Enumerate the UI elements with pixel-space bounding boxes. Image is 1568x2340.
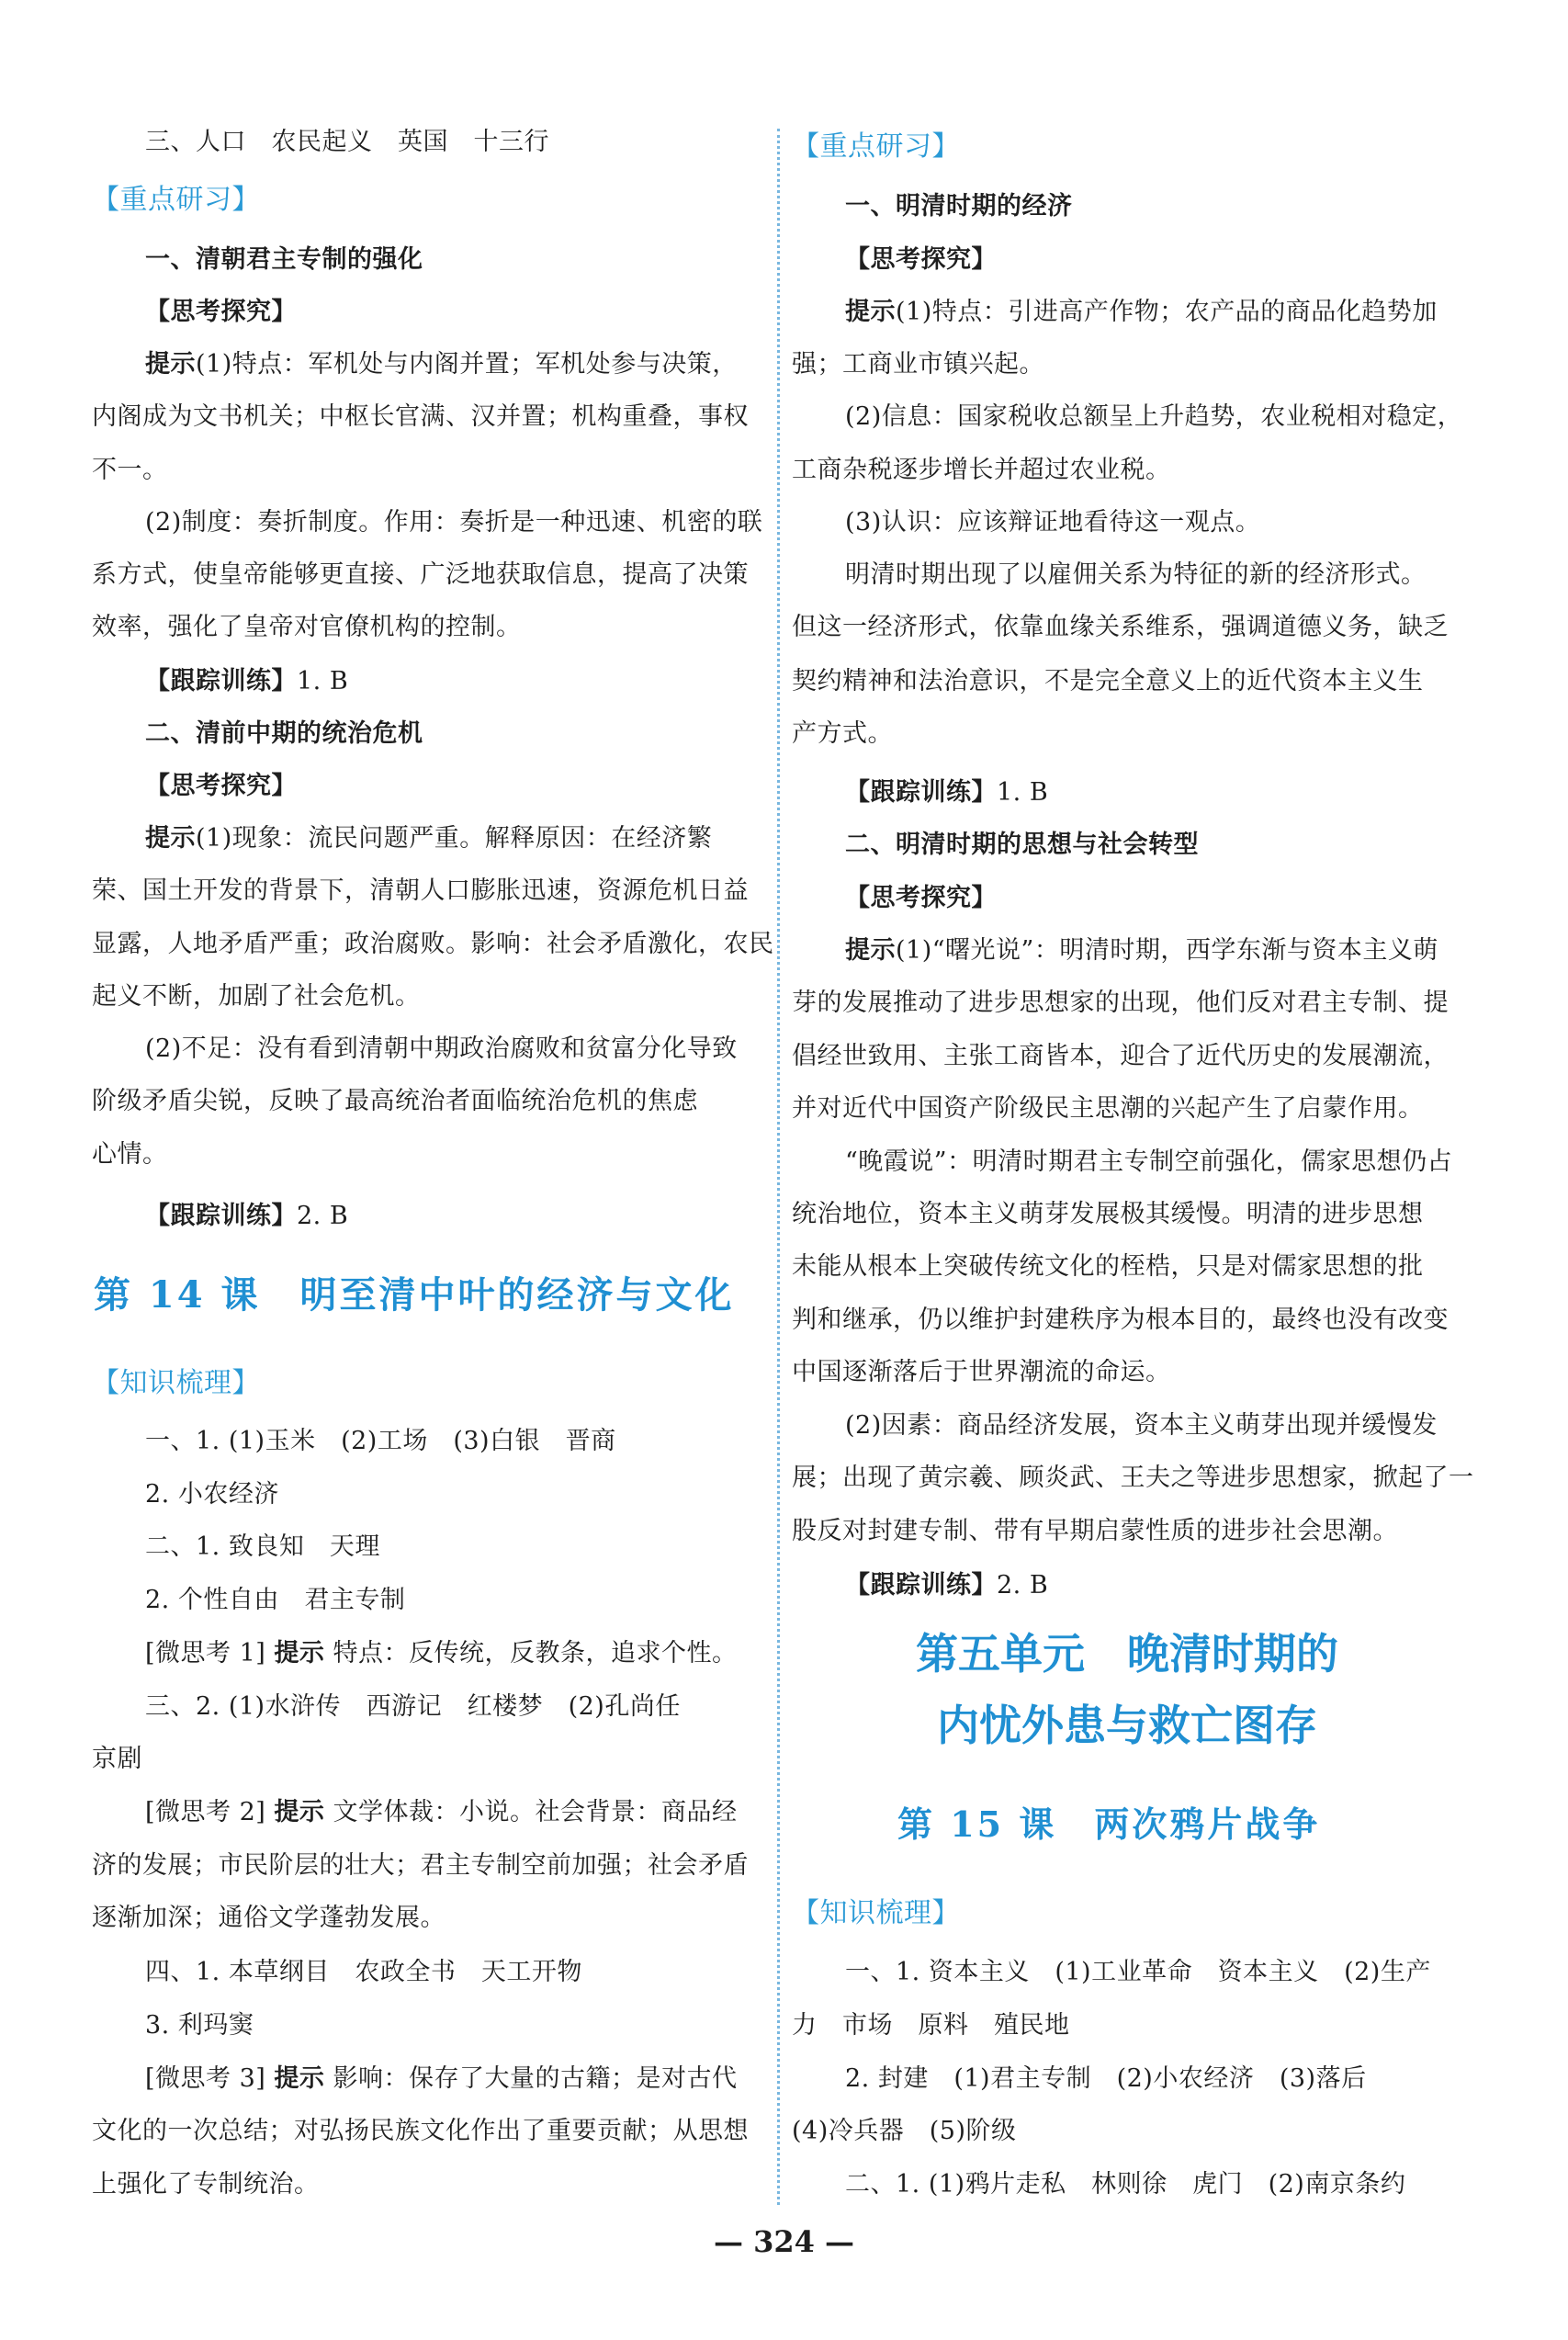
hint-text: (1)特点：军机处与内阁并置；军机处参与决策， <box>196 350 738 379</box>
paragraph-line: 统治地位，资本主义萌芽发展极其缓慢。明清的进步思想 <box>792 1200 1424 1228</box>
section-heading: 【重点研习】 <box>92 184 260 216</box>
hint-text: (1)特点：引进高产作物；农产品的商品化趋势加 <box>896 298 1438 326</box>
practice-label: 【跟踪训练】 <box>145 667 297 695</box>
paragraph-line: 强；工商业市镇兴起。 <box>792 350 1044 379</box>
hint-label: 提示 <box>845 298 896 326</box>
paragraph-line <box>92 820 764 857</box>
paragraph-line: 不一。 <box>92 456 168 484</box>
section-heading: 【知识梳理】 <box>792 1897 960 1929</box>
knowledge-line: (4)冷兵器 (5)阶级 <box>792 2117 1017 2145</box>
think-text: 文学体裁：小说。社会背景：商品经 <box>333 1798 738 1826</box>
think-line <box>92 1794 764 1831</box>
paragraph-line: 芽的发展推动了进步思想家的出现，他们反对君主专制、提 <box>792 989 1449 1017</box>
paragraph-line: 内阁成为文书机关；中枢长官满、汉并置；机构重叠，事权 <box>92 402 749 431</box>
paragraph-line: 逐渐加深；通俗文学蓬勃发展。 <box>92 1904 446 1932</box>
paragraph-line: 展；出现了黄宗羲、顾炎武、王夫之等进步思想家，掀起了一 <box>792 1464 1474 1492</box>
practice-label: 【跟踪训练】 <box>845 1571 997 1600</box>
knowledge-line: 2. 封建 (1)君主专制 (2)小农经济 (3)落后 <box>845 2064 1367 2093</box>
paragraph-line: 明清时期出现了以雇佣关系为特征的新的经济形式。 <box>845 560 1427 589</box>
practice-answer: 2. B <box>997 1571 1049 1600</box>
column-divider <box>777 129 780 2205</box>
paragraph-line: 中国逐渐落后于世界潮流的命运。 <box>792 1358 1171 1386</box>
paragraph-line: 济的发展；市民阶层的壮大；君主专制空前加强；社会矛盾 <box>92 1851 749 1880</box>
practice-label: 【跟踪训练】 <box>145 1202 297 1230</box>
paragraph-line: 但这一经济形式，依靠血缘关系维系，强调道德义务，缺乏 <box>792 613 1449 641</box>
paragraph-line <box>792 933 1462 969</box>
paragraph-line <box>792 294 1462 331</box>
answer-line: 三、人口 农民起义 英国 十三行 <box>145 128 549 156</box>
practice-line <box>792 774 1462 811</box>
tag-label: 【思考探究】 <box>145 298 297 326</box>
knowledge-line: 3. 利玛窦 <box>145 2011 254 2040</box>
paragraph-line: 系方式，使皇帝能够更直接、广泛地获取信息，提高了决策 <box>92 560 749 589</box>
paragraph-line: 文化的一次总结；对弘扬民族文化作出了重要贡献；从思想 <box>92 2117 749 2145</box>
knowledge-line: 2. 小农经济 <box>145 1480 279 1509</box>
tag-label: 【思考探究】 <box>845 884 997 912</box>
paragraph-line: 工商杂税逐步增长并超过农业税。 <box>792 456 1171 484</box>
practice-line <box>792 1567 1462 1604</box>
knowledge-line: 三、2. (1)水浒传 西游记 红楼梦 (2)孔尚任 <box>145 1692 681 1721</box>
lesson-title: 第 14 课 明至清中叶的经济与文化 <box>94 1273 735 1317</box>
paragraph-line: (2)信息：国家税收总额呈上升趋势，农业税相对稳定， <box>845 402 1463 431</box>
practice-answer: 1. B <box>997 778 1049 807</box>
paragraph-line <box>92 346 764 383</box>
paragraph-line: 产方式。 <box>792 719 893 748</box>
paragraph-line: “晚霞说”：明清时期君主专制空前强化，儒家思想仍占 <box>845 1147 1453 1176</box>
knowledge-line: 二、1. 致良知 天理 <box>145 1532 380 1561</box>
tag-label: 【思考探究】 <box>845 245 997 274</box>
subheading: 一、清朝君主专制的强化 <box>145 245 423 274</box>
paragraph-line: 上强化了专制统治。 <box>92 2170 320 2199</box>
tag-label: 【思考探究】 <box>145 772 297 800</box>
lesson-title: 第 15 课 两次鸦片战争 <box>897 1803 1321 1845</box>
paragraph-line: 未能从根本上突破传统文化的桎梏，只是对儒家思想的批 <box>792 1252 1424 1281</box>
subheading: 二、清前中期的统治危机 <box>145 719 423 748</box>
paragraph-line: 起义不断，加剧了社会危机。 <box>92 982 421 1011</box>
paragraph-line: 股反对封建专制、带有早期启蒙性质的进步社会思潮。 <box>792 1517 1398 1545</box>
hint-text: (1)现象：流民问题严重。解释原因：在经济繁 <box>196 824 713 853</box>
page-number: — 324 — <box>713 2224 855 2259</box>
section-heading: 【重点研习】 <box>792 130 960 163</box>
paragraph-line: 契约精神和法治意识，不是完全意义上的近代资本主义生 <box>792 667 1424 695</box>
subheading: 一、明清时期的经济 <box>845 192 1073 220</box>
think-line <box>92 1635 764 1672</box>
hint-label: 提示 <box>274 1798 325 1826</box>
paragraph-line: 效率，强化了皇帝对官僚机构的控制。 <box>92 613 522 641</box>
think-label: [微思考 1] <box>145 1639 266 1667</box>
unit-title-line-2: 内忧外患与救亡图存 <box>937 1701 1317 1750</box>
practice-line <box>92 663 764 700</box>
paragraph-line: (2)不足：没有看到清朝中期政治腐败和贫富分化导致 <box>145 1034 738 1063</box>
hint-label: 提示 <box>845 936 896 965</box>
paragraph-line: 心情。 <box>92 1140 168 1169</box>
practice-label: 【跟踪训练】 <box>845 778 997 807</box>
practice-answer: 2. B <box>297 1202 349 1230</box>
hint-text: (1)“曙光说”：明清时期，西学东渐与资本主义萌 <box>896 936 1438 965</box>
paragraph-line: 阶级矛盾尖锐，反映了最高统治者面临统治危机的焦虑 <box>92 1087 698 1115</box>
hint-label: 提示 <box>145 824 196 853</box>
knowledge-line: 力 市场 原料 殖民地 <box>792 2011 1070 2040</box>
paragraph-line: 倡经世致用、主张工商皆本，迎合了近代历史的发展潮流， <box>792 1042 1449 1070</box>
think-text: 影响：保存了大量的古籍；是对古代 <box>333 2064 738 2093</box>
hint-label: 提示 <box>145 350 196 379</box>
knowledge-line: 京剧 <box>92 1745 142 1773</box>
practice-line <box>92 1198 764 1235</box>
paragraph-line: 显露，人地矛盾严重；政治腐败。影响：社会矛盾激化，农民 <box>92 930 774 958</box>
think-line <box>92 2061 764 2097</box>
hint-label: 提示 <box>274 2064 325 2093</box>
knowledge-line: 一、1. (1)玉米 (2)工场 (3)白银 晋商 <box>145 1427 616 1455</box>
knowledge-line: 二、1. (1)鸦片走私 林则徐 虎门 (2)南京条约 <box>845 2170 1406 2199</box>
practice-answer: 1. B <box>297 667 349 695</box>
knowledge-line: 四、1. 本草纲目 农政全书 天工开物 <box>145 1958 582 1986</box>
paragraph-line: (2)因素：商品经济发展，资本主义萌芽出现并缓慢发 <box>845 1411 1438 1440</box>
paragraph-line: (2)制度：奏折制度。作用：奏折是一种迅速、机密的联 <box>145 508 763 537</box>
think-label: [微思考 3] <box>145 2064 266 2093</box>
paragraph-line: 判和继承，仍以维护封建秩序为根本目的，最终也没有改变 <box>792 1306 1449 1334</box>
knowledge-line: 一、1. 资本主义 (1)工业革命 资本主义 (2)生产 <box>845 1958 1431 1986</box>
subheading: 二、明清时期的思想与社会转型 <box>845 831 1199 859</box>
think-label: [微思考 2] <box>145 1798 266 1826</box>
paragraph-line: 并对近代中国资产阶级民主思潮的兴起产生了启蒙作用。 <box>792 1094 1424 1123</box>
hint-label: 提示 <box>274 1639 325 1667</box>
knowledge-line: 2. 个性自由 君主专制 <box>145 1586 406 1614</box>
paragraph-line: 荣、国土开发的背景下，清朝人口膨胀迅速，资源危机日益 <box>92 876 749 905</box>
paragraph-line: (3)认识：应该辩证地看待这一观点。 <box>845 508 1261 537</box>
think-text: 特点：反传统，反教条，追求个性。 <box>333 1639 738 1667</box>
section-heading: 【知识梳理】 <box>92 1367 260 1399</box>
unit-title-line-1: 第五单元 晚清时期的 <box>916 1629 1338 1679</box>
